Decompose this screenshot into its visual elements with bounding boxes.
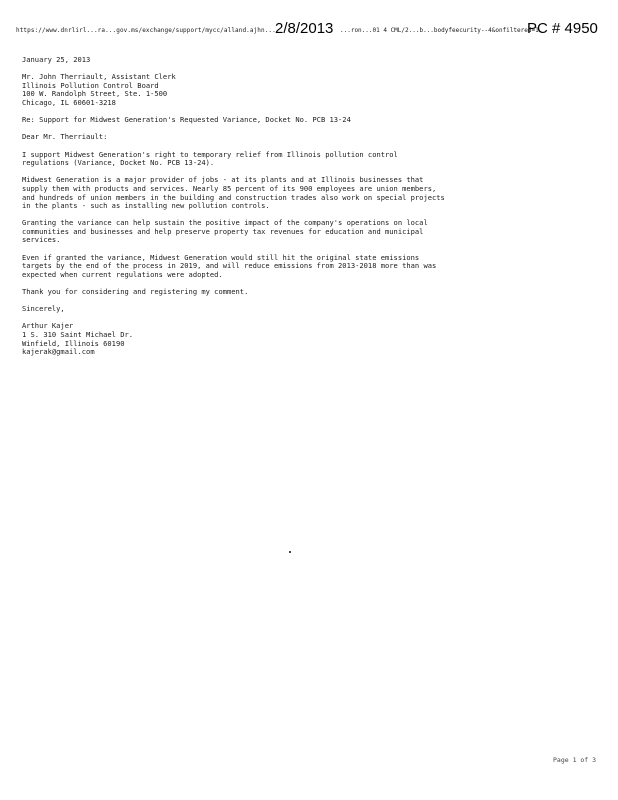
letter-body <box>22 56 592 365</box>
paragraph-support: I support Midwest Generation's right to temporary relief from Illinois pollution control regulations (Variance, Docket No. PCB 13-24). <box>22 149 398 168</box>
address-line: Mr. John Therriault, Assistant Clerk <box>22 72 176 82</box>
address-line: Illinois Pollution Control Board <box>22 80 159 90</box>
address-line: Chicago, IL 60601-3218 <box>22 97 116 107</box>
signature-address: Winfield, Illinois 60190 <box>22 338 125 348</box>
subject-line: Re: Support for Midwest Generation's Requested Variance, Docket No. PCB 13-24 <box>22 115 351 125</box>
filing-date-stamp: 2/8/2013 <box>275 20 334 37</box>
closing: Sincerely, <box>22 304 65 314</box>
header-source-url: https://www.dnrlirl...ra...gov.ms/exchange/support/mycc/alland.ajhn... <box>16 27 276 34</box>
paragraph-communities: Granting the variance can help sustain the positive impact of the company's operations on local communities and businesses and help preserve property tax revenues for education and municipal services. <box>22 218 428 245</box>
page-number: Page 1 of 3 <box>553 756 597 764</box>
public-comment-number: PC # 4950 <box>527 20 598 37</box>
scan-speck <box>289 551 291 553</box>
signature-block <box>22 322 592 356</box>
address-line: 100 W. Randolph Street, Ste. 1-500 <box>22 89 168 99</box>
header-source-url-continued: ...ron...01 4 CML/2...b...bodyfeecurity--4&onfiltered=1 <box>340 27 539 34</box>
paragraph-thanks: Thank you for considering and registering my comment. <box>22 287 249 297</box>
paragraph-emissions: Even if granted the variance, Midwest Generation would still hit the original state emissions targets by the end of the process in 2019, and will reduce emissions from 2013-2018 more than was expected when current regulations were adopted. <box>22 252 437 279</box>
signature-name: Arthur Kajer <box>22 321 74 331</box>
salutation: Dear Mr. Therriault: <box>22 132 108 142</box>
paragraph-jobs: Midwest Generation is a major provider of jobs - at its plants and at Illinois businesses that supply them with products and services. Nearly 85 percent of its 900 employees are union members, and hundreds of union members in the building and construction trades also work on special projects in the plants - such as installing new pollution controls. <box>22 175 445 211</box>
signature-address: 1 S. 310 Saint Michael Dr. <box>22 330 134 339</box>
letter-date: January 25, 2013 <box>22 55 91 64</box>
signature-email: kajerak@gmail.com <box>22 347 95 357</box>
recipient-address <box>22 73 592 107</box>
